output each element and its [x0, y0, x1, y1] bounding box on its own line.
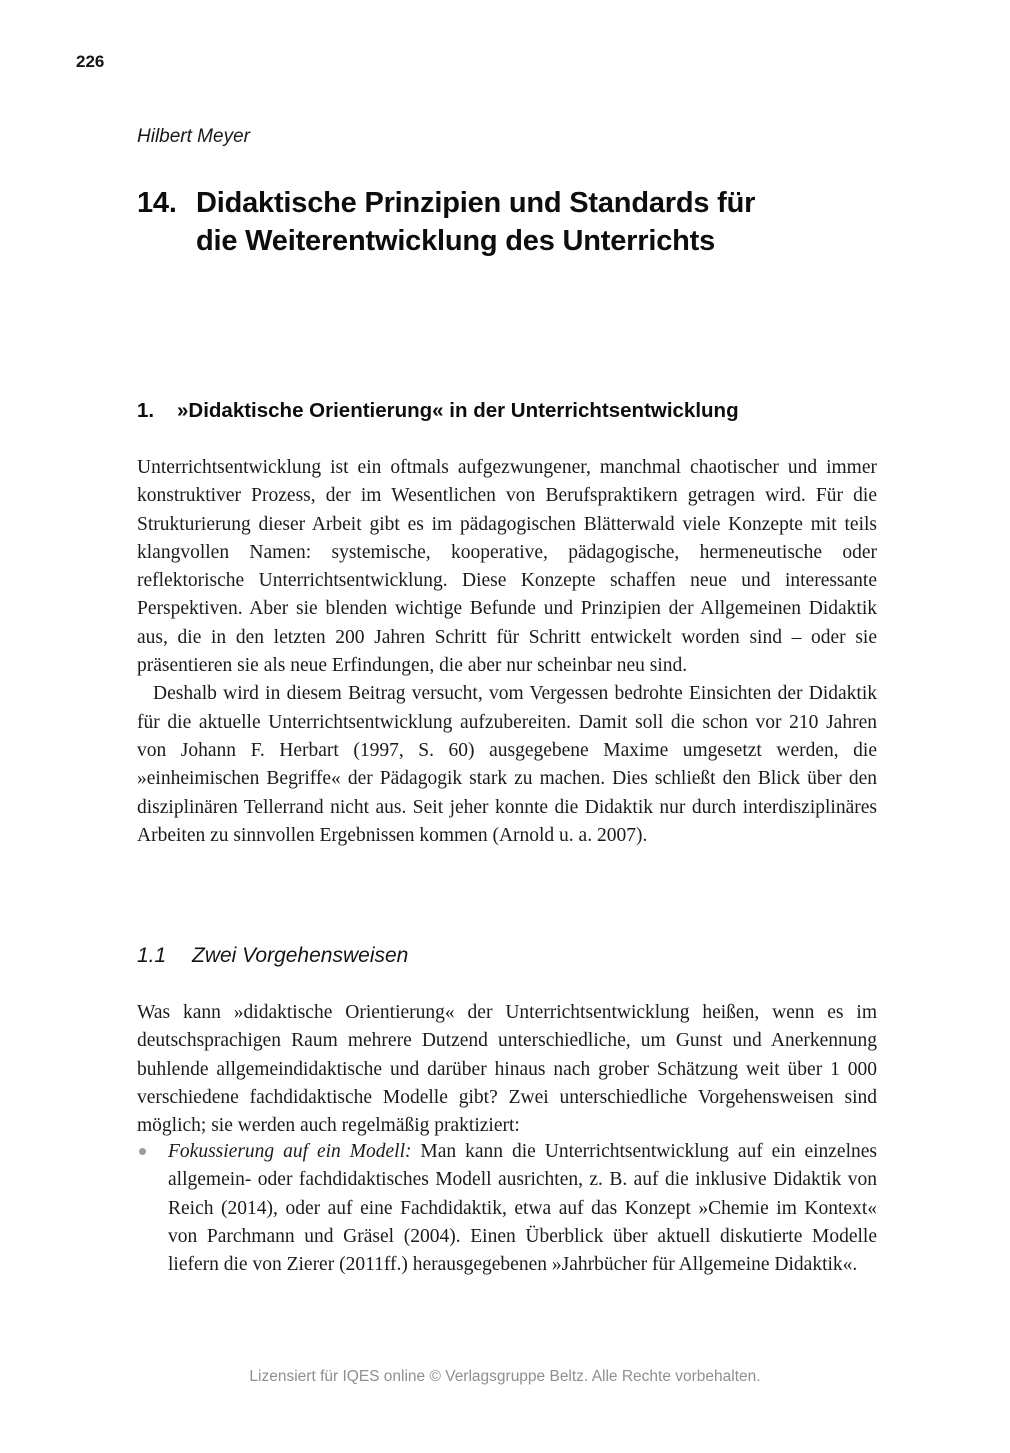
- bullet-body: Man kann die Unterrichtsentwicklung auf ein einzelnes allgemein- oder fachdidaktisches Modell ausrichten, z. B. auf die inklusive Didaktik von Reich (2014), oder auf eine Fachdidaktik, etwa auf das Konzept »Chemie im Kontext« von Parchmann und Gräsel (2004). Einen Überblick über aktuell diskutierte Modelle liefern die von Zierer (2011ff.) herausgegebenen »Jahrbücher für Allgemeine Didaktik«.: [168, 1141, 877, 1276]
- chapter-title-line1: Didaktische Prinzipien und Standards für: [196, 187, 756, 219]
- subsection-paragraphs: [137, 999, 877, 1140]
- paragraph: Unterrichtsentwicklung ist ein oftmals aufgezwungener, manchmal chaotischer und immer konstruktiver Prozess, der im Wesentlichen von Berufspraktikern getragen wird. Für die Strukturierung dieser Arbeit gibt es im pädagogischen Blätterwald viele Konzepte mit teils klangvollen Namen: systemische, kooperative, pädagogische, hermeneutische oder reflektorische Unterrichtsentwicklung. Diese Konzepte schaffen neue und interessante Perspektiven. Aber sie blenden wichtige Befunde und Prinzipien der Allgemeinen Didaktik aus, die in den letzten 200 Jahren Schritt für Schritt entwickelt worden sind – oder sie präsentieren sie als neue Erfindungen, die aber nur scheinbar neu sind.: [137, 457, 877, 677]
- page-number: 226: [76, 52, 105, 71]
- paragraph: Was kann »didaktische Orientierung« der Unterrichtsentwicklung heißen, wenn es im deutschsprachigen Raum mehrere Dutzend unterschiedliche, um Gunst und Anerkennung buhlende allgemeindidaktische und darüber hinaus nach grober Schätzung weit über 1 000 verschiedene fachdidaktische Modelle gibt? Zwei unterschiedliche Vorgehensweisen sind möglich; sie werden auch regelmäßig praktiziert:: [137, 1002, 877, 1137]
- subsection-heading: [137, 943, 408, 969]
- chapter-number: 14.: [137, 187, 177, 219]
- bullet-icon: [139, 1148, 146, 1155]
- subsection-number: 1.1: [137, 944, 167, 967]
- license-footer: Lizensiert für IQES online © Verlagsgruppe Beltz. Alle Rechte vorbehalten.: [249, 1368, 761, 1385]
- intro-paragraphs: [137, 454, 877, 850]
- paragraph: Deshalb wird in diesem Beitrag versucht, vom Vergessen bedrohte Einsichten der Didaktik für die aktuelle Unterrichtsentwicklung aufzubereiten. Damit soll die schon vor 210 Jahren von Johann F. Herbart (1997, S. 60) ausgegebene Maxime umgesetzt werden, die »einheimischen Begriffe« der Pädagogik stark zu machen. Dies schließt den Blick über den disziplinären Tellerrand nicht aus. Seit jeher konnte die Didaktik nur durch interdisziplinäres Arbeiten zu sinnvollen Ergebnissen kommen (Arnold u. a. 2007).: [137, 683, 877, 846]
- section-heading: [137, 398, 739, 424]
- chapter-title-text: [196, 184, 755, 260]
- chapter-title: [137, 184, 755, 260]
- bullet-text: [168, 1138, 877, 1279]
- author-name: Hilbert Meyer: [137, 126, 250, 147]
- subsection-title: Zwei Vorgehensweisen: [192, 944, 409, 967]
- chapter-title-line2: die Weiterentwicklung des Unterrichts: [196, 225, 716, 257]
- bullet-lead: Fokussierung auf ein Modell:: [168, 1141, 412, 1162]
- section-number: 1.: [137, 399, 155, 422]
- list-item: [137, 1138, 877, 1279]
- section-title: »Didaktische Orientierung« in der Unterrichtsentwicklung: [177, 399, 739, 422]
